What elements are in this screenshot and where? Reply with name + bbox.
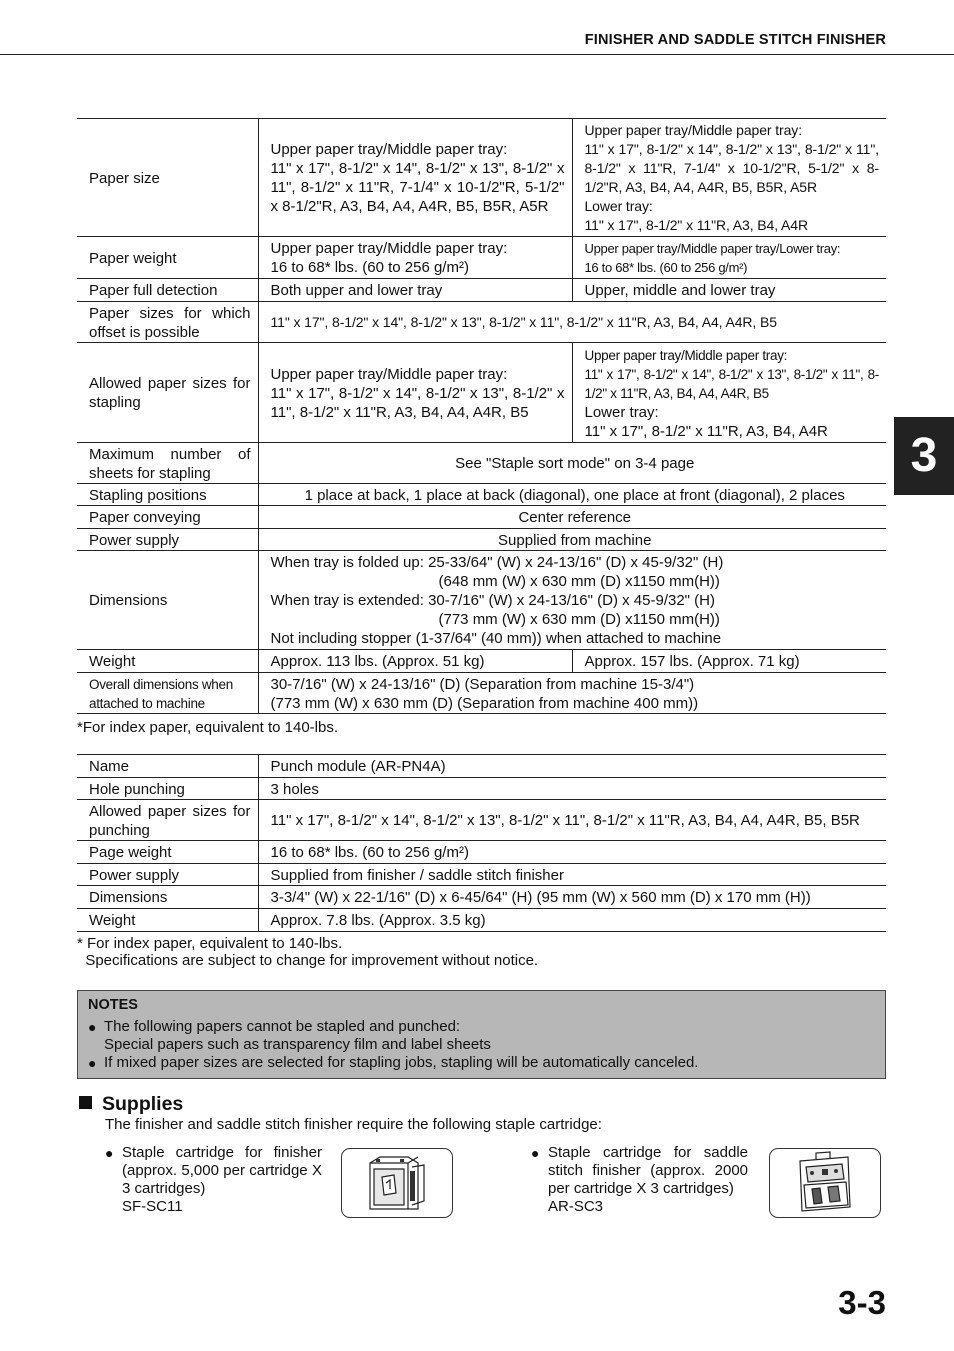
cartridge-description: [122, 1144, 322, 1216]
row-label: Hole punching: [77, 778, 258, 800]
row-value: Upper paper tray/Middle paper tray: 11" x 17", 8-1/2" x 14", 8-1/2" x 13", 8-1/2" x 11", 8-1/2" x 11"R, A3, B4, A4, A4R, B5: [258, 343, 572, 443]
cartridge-text: Staple cartridge for saddle stitch finisher (approx. 2000 per cartridge X 3 cartridges): [548, 1144, 748, 1197]
row-value: Center reference: [258, 506, 886, 529]
table-row: [77, 119, 886, 237]
cartridge-drawing: [342, 1149, 451, 1216]
table-row: [77, 302, 886, 343]
dimension-line: (773 mm (W) x 630 mm (D) x1150 mm(H)): [438, 611, 720, 628]
row-value: Supplied from machine: [258, 529, 886, 551]
row-value: 11" x 17", 8-1/2" x 14", 8-1/2" x 13", 8-1/2" x 11", 8-1/2" x 11"R, A3, B4, A4, A4R, B5, B5R: [258, 800, 886, 841]
row-label: Power supply: [77, 529, 258, 551]
supplies-heading-text: Supplies: [102, 1093, 184, 1115]
row-label: Paper weight: [77, 237, 258, 279]
row-label: Paper conveying: [77, 506, 258, 529]
notes-title: NOTES: [88, 997, 138, 1013]
chapter-tab: 3: [894, 417, 954, 495]
lower-tray-sizes: Lower tray: 11" x 17", 8-1/2" x 11"R, A3, B4, A4R: [584, 403, 828, 440]
row-value: See "Staple sort mode" on 3-4 page: [258, 443, 886, 484]
footnote: * For index paper, equivalent to 140-lbs. Specifications are subject to change for improvement without notice.: [77, 935, 539, 969]
cartridge-code: AR-SC3: [548, 1198, 604, 1215]
row-label: Weight: [77, 909, 258, 932]
row-value: [258, 551, 886, 650]
staple-cartridge-finisher-icon: [341, 1148, 453, 1218]
row-label: Paper full detection: [77, 279, 258, 302]
table-row: [77, 650, 886, 673]
row-value: 3 holes: [258, 778, 886, 800]
tray-title: Upper paper tray/Middle paper tray:: [584, 347, 788, 363]
row-value: Upper, middle and lower tray: [572, 279, 886, 302]
bullet-icon: ●: [105, 1145, 114, 1161]
cartridge-description: [548, 1144, 748, 1216]
notes-box: [77, 990, 886, 1079]
table-row: [77, 237, 886, 279]
cartridge-text: Staple cartridge for finisher (approx. 5,000 per cartridge X 3 cartridges): [122, 1144, 322, 1197]
row-value: Supplied from finisher / saddle stitch finisher: [258, 864, 886, 886]
supplies-intro: The finisher and saddle stitch finisher require the following staple cartridge:: [105, 1116, 602, 1133]
row-value: [572, 343, 886, 443]
row-value: 1 place at back, 1 place at back (diagonal), one place at front (diagonal), 2 places: [258, 484, 886, 506]
table-row: [77, 909, 886, 932]
table-row: [77, 484, 886, 506]
cartridge-drawing: [770, 1149, 879, 1216]
row-label: Allowed paper sizes for stapling: [77, 343, 258, 443]
row-value: Both upper and lower tray: [258, 279, 572, 302]
header-rule: [0, 54, 954, 55]
row-label: Stapling positions: [77, 484, 258, 506]
dimension-line: (648 mm (W) x 630 mm (D) x1150 mm(H)): [438, 573, 720, 590]
supplies-heading: [79, 1093, 183, 1115]
bullet-icon: ●: [531, 1145, 540, 1161]
row-value: Approx. 113 lbs. (Approx. 51 kg): [258, 650, 572, 673]
table-row: [77, 551, 886, 650]
finisher-spec-table: [77, 118, 886, 714]
table-row: [77, 841, 886, 864]
row-value: Upper paper tray/Middle paper tray: 16 to 68* lbs. (60 to 256 g/m²): [258, 237, 572, 279]
row-label: Weight: [77, 650, 258, 673]
note-item: ● If mixed paper sizes are selected for stapling jobs, stapling will be automatically canceled.: [88, 1054, 875, 1072]
row-value: 30-7/16" (W) x 24-13/16" (D) (Separation from machine 15-3/4") (773 mm (W) x 630 mm (D) (Separation from machine 400 mm)): [258, 673, 886, 714]
square-bullet-icon: [79, 1096, 92, 1109]
row-value: Approx. 157 lbs. (Approx. 71 kg): [572, 650, 886, 673]
row-value: Upper paper tray/Middle paper tray: 11" x 17", 8-1/2" x 14", 8-1/2" x 13", 8-1/2" x 11", 8-1/2" x 11"R, 7-1/4" x 10-1/2"R, 5-1/2" x 8-1/2"R, A3, B4, A4, A4R, B5, B5R, A5R: [258, 119, 572, 237]
table-row: [77, 443, 886, 484]
table-row: [77, 343, 886, 443]
dimension-line: When tray is extended: 30-7/16" (W) x 24-13/16" (D) x 45-9/32" (H): [270, 592, 715, 609]
table-row: [77, 864, 886, 886]
tray-sizes: 11" x 17", 8-1/2" x 14", 8-1/2" x 13", 8-1/2" x 11", 8-1/2" x 11"R, A3, B4, A4, A4R, B5: [584, 366, 879, 401]
row-label: Page weight: [77, 841, 258, 864]
row-value: Punch module (AR-PN4A): [258, 755, 886, 778]
row-value: 3-3/4" (W) x 22-1/16" (D) x 6-45/64" (H) (95 mm (W) x 560 mm (D) x 170 mm (H)): [258, 886, 886, 909]
table-row: [77, 673, 886, 714]
row-label: Allowed paper sizes for punching: [77, 800, 258, 841]
table-row: [77, 778, 886, 800]
row-label: Overall dimensions when attached to machine: [77, 673, 258, 714]
row-label: Dimensions: [77, 551, 258, 650]
dimension-line: Not including stopper (1-37/64" (40 mm)) when attached to machine: [270, 630, 722, 647]
row-label: Dimensions: [77, 886, 258, 909]
table-row: [77, 886, 886, 909]
table-row: [77, 755, 886, 778]
table-row: [77, 279, 886, 302]
note-item: ● The following papers cannot be stapled and punched: Special papers such as transparency film and label sheets: [88, 1018, 875, 1054]
row-value: 16 to 68* lbs. (60 to 256 g/m²): [258, 841, 886, 864]
row-value: Approx. 7.8 lbs. (Approx. 3.5 kg): [258, 909, 886, 932]
table-row: [77, 529, 886, 551]
row-value: Upper paper tray/Middle paper tray/Lower tray: 16 to 68* lbs. (60 to 256 g/m²): [572, 237, 886, 279]
row-label: Maximum number of sheets for stapling: [77, 443, 258, 484]
row-value: Upper paper tray/Middle paper tray: 11" x 17", 8-1/2" x 14", 8-1/2" x 13", 8-1/2" x 11", 8-1/2" x 11"R, 7-1/4" x 10-1/2"R, 5-1/2" x 8-1/2"R, A3, B4, A4, A4R, B5, B5R, A5R Lower tray: 11" x 17", 8-1/2" x 11"R, A3, B4, A4R: [572, 119, 886, 237]
table-row: [77, 800, 886, 841]
table-row: [77, 506, 886, 529]
row-label: Name: [77, 755, 258, 778]
dimension-line: When tray is folded up: 25-33/64" (W) x 24-13/16" (D) x 45-9/32" (H): [270, 554, 724, 571]
footnote: *For index paper, equivalent to 140-lbs.: [77, 719, 338, 736]
row-label: Paper sizes for which offset is possible: [77, 302, 258, 343]
cartridge-code: SF-SC11: [122, 1198, 183, 1215]
page-number: 3-3: [838, 1284, 886, 1321]
staple-cartridge-saddle-icon: [769, 1148, 881, 1218]
row-label: Paper size: [77, 119, 258, 237]
row-label: Power supply: [77, 864, 258, 886]
row-value: 11" x 17", 8-1/2" x 14", 8-1/2" x 13", 8-1/2" x 11", 8-1/2" x 11"R, A3, B4, A4, A4R, B5: [258, 302, 886, 343]
page-header-title: FINISHER AND SADDLE STITCH FINISHER: [584, 32, 886, 48]
punch-module-spec-table: [77, 754, 886, 932]
